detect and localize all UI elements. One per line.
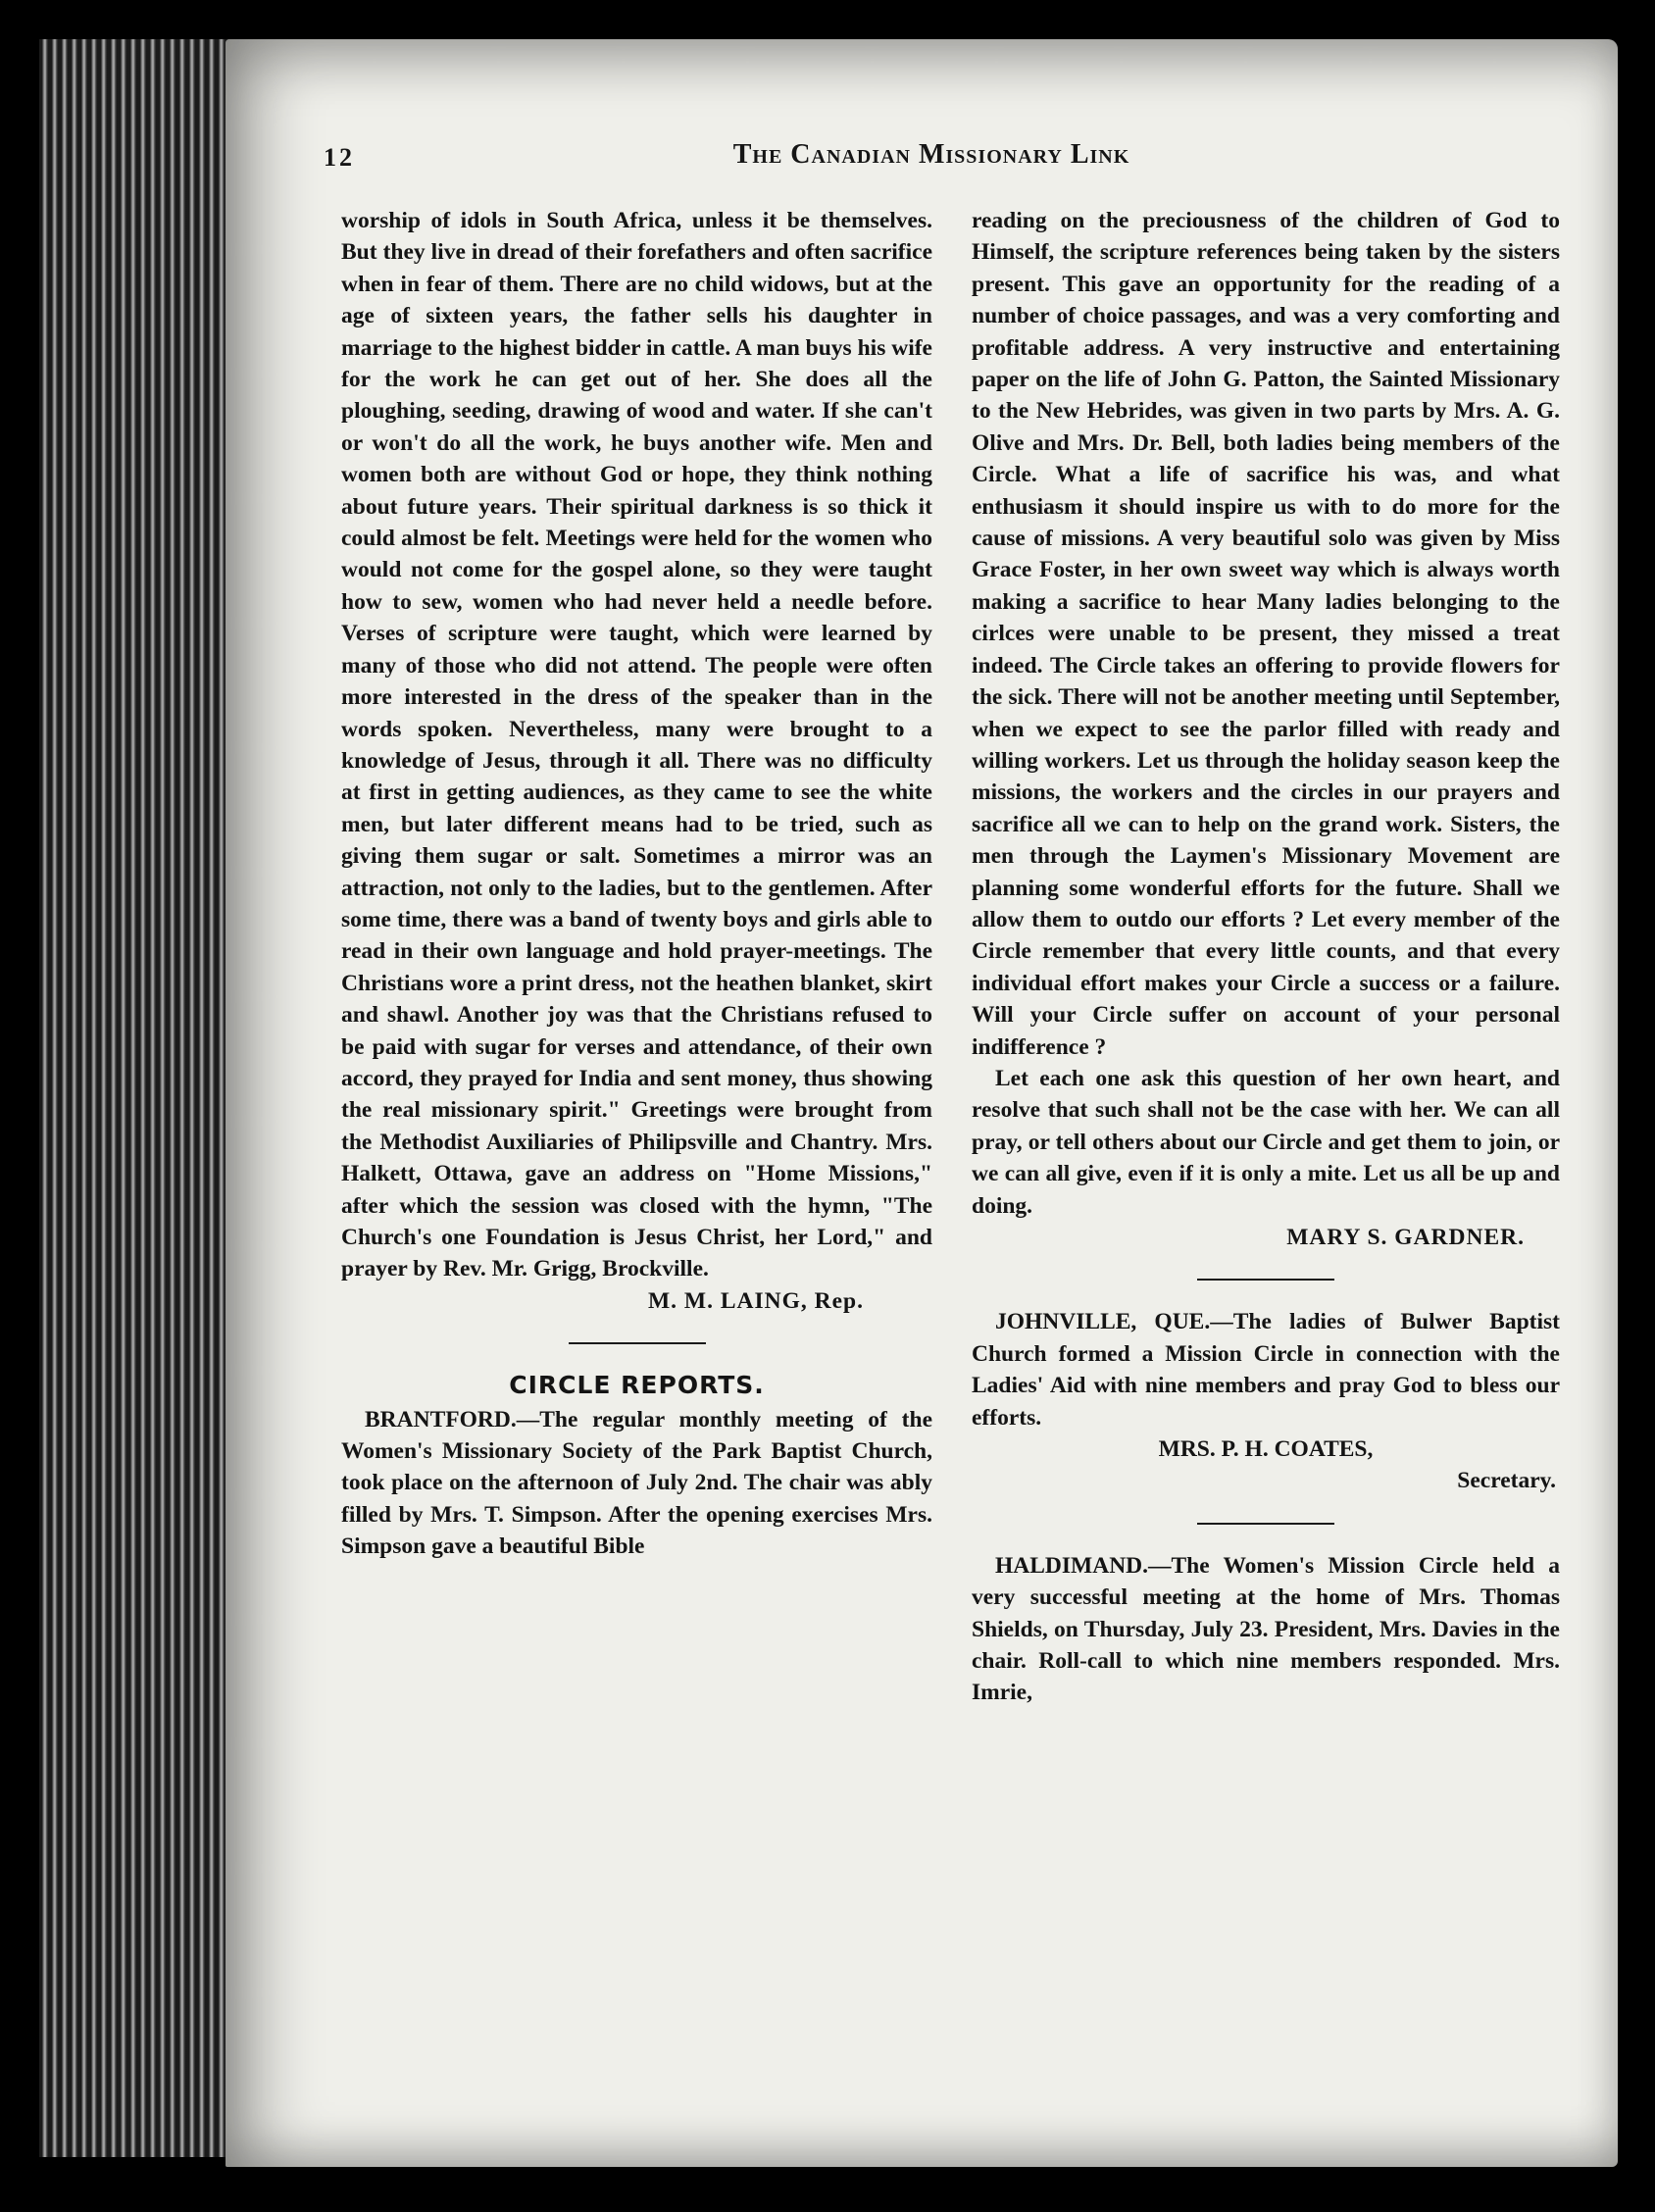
section-divider bbox=[569, 1342, 706, 1344]
section-divider bbox=[1197, 1279, 1334, 1281]
gardner-signature: MARY S. GARDNER. bbox=[1286, 1225, 1525, 1250]
haldimand-report: HALDIMAND.—The Women's Mission Circle held a very successful meeting at the home of Mrs. Thomas Shields, on Thursday, July 23. President, Mrs. Davies in the chair. Roll-call to which nine members responded. Mrs. Imrie, bbox=[972, 1552, 1560, 1706]
right-column bbox=[972, 205, 1560, 1709]
page-header bbox=[324, 139, 1539, 178]
brantford-closing-paragraph: Let each one ask this question of her own heart, and resolve that such shall not be the case with her. We can all pray, or tell others about our Circle and get them to join, or we can all give, even if it is only a mite. Let us all be up and doing. bbox=[972, 1065, 1560, 1219]
book-binding-edge bbox=[39, 39, 235, 2157]
page-number: 12 bbox=[324, 143, 355, 172]
section-divider bbox=[1197, 1523, 1334, 1525]
coates-role: Secretary. bbox=[1457, 1468, 1556, 1494]
left-column bbox=[341, 205, 932, 1563]
brantford-report: BRANTFORD.—The regular monthly meeting of the Women's Missionary Society of the Park Baptist Church, took place on the afternoon of July 2nd. The chair was ably filled by Mrs. T. Simpson. After the opening exercises Mrs. Simpson gave a beautiful Bible bbox=[341, 1406, 932, 1560]
circle-reports-heading: CIRCLE REPORTS. bbox=[509, 1371, 765, 1400]
johnville-report: JOHNVILLE, QUE.—The ladies of Bulwer Baptist Church formed a Mission Circle in connection with the Ladies' Aid with nine members and pray God to bless our efforts. bbox=[972, 1309, 1560, 1431]
journal-title: The Canadian Missionary Link bbox=[732, 139, 1130, 170]
brantford-report-continued: reading on the preciousness of the children of God to Himself, the scripture references being taken by the sisters present. This gave an opportunity for the reading of a number of choice passages, and was a very comforting and profitable address. A very instructive and entertaining paper on the life of John G. Patton, the Sainted Missionary to the New Hebrides, was given in two parts by Mrs. A. G. Olive and Mrs. Dr. Bell, both ladies being members of the Circle. What a life of sacrifice his was, and what enthusiasm it should inspire us with to do more for the cause of missions. A very beautiful solo was given by Miss Grace Foster, in her own sweet way which is always worth making a sacrifice to hear Many ladies belonging to the cirlces were unable to be present, they missed a treat indeed. The Circle takes an offering to provide flowers for the sick. There will not be another meeting until September, when we expect to see the parlor filled with ready and willing workers. Let us through the holiday season keep the missions, the workers and the circles in our prayers and sacrifice all we can to help on the grand work. Sisters, the men through the Laymen's Missionary Movement are planning some wonderful efforts for the future. Shall we allow them to outdo our efforts ? Let every member of the Circle remember that every little counts, and that every individual effort makes your Circle a success or a failure. Will your Circle suffer on account of your personal indifference ? bbox=[972, 208, 1560, 1060]
laing-signature: M. M. LAING, Rep. bbox=[648, 1287, 864, 1314]
coates-signature: MRS. P. H. COATES, bbox=[1158, 1436, 1374, 1463]
article-continuation: worship of idols in South Africa, unless it be themselves. But they live in dread of their forefathers and often sacrifice when in fear of them. There are no child widows, but at the age of sixteen years, the father sells his daughter in marriage to the highest bidder in cattle. A man buys his wife for the work he can get out of her. She does all the ploughing, seeding, drawing of wood and water. If she can't or won't do all the work, he buys another wife. Men and women both are without God or hope, they think nothing about future years. Their spiritual darkness is so thick it could almost be felt. Meetings were held for the women who would not come for the gospel alone, so they were taught how to sew, women who had never held a needle before. Verses of scripture were taught, which were learned by many of those who did not attend. The people were often more interested in the dress of the speaker than in the words spoken. Nevertheless, many were brought to a knowledge of Jesus, through it all. There was no difficulty at first in getting audiences, as they came to see the white men, but later different means had to be tried, such as giving them sugar or salt. Sometimes a mirror was an attraction, not only to the ladies, but to the gentlemen. After some time, there was a band of twenty boys and girls able to read in their own language and hold prayer-meetings. The Christians wore a print dress, not the heathen blanket, skirt and shawl. Another joy was that the Christians refused to be paid with sugar for verses and attendance, of their own accord, they prayed for India and sent money, thus showing the real missionary spirit." Greetings were brought from the Methodist Auxiliaries of Philipsville and Chantry. Mrs. Halkett, Ottawa, gave an address on "Home Missions," after which the session was closed with the hymn, "The Church's one Foundation is Jesus Christ, her Lord," and prayer by Rev. Mr. Grigg, Brockville. bbox=[341, 208, 932, 1282]
